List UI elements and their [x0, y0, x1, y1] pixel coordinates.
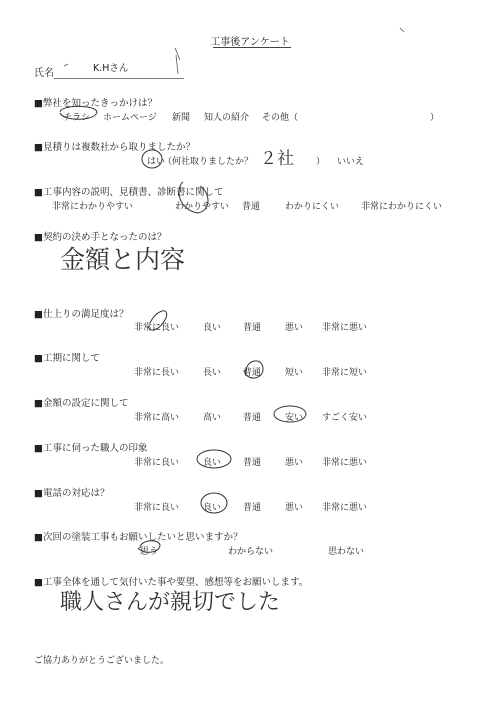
option-price-3: 普通 — [243, 413, 262, 423]
option-would-not: 思わない — [328, 547, 365, 557]
option-would: 思う — [140, 547, 159, 557]
stray-mark-2 — [175, 48, 180, 74]
name-value: K.Hさん — [93, 63, 129, 74]
survey-title: 工事後アンケート — [210, 37, 290, 48]
option-newspaper: 新聞 — [172, 113, 191, 123]
option-satisfaction-3: 普通 — [243, 323, 262, 333]
option-craftsman-4: 悪い — [285, 458, 304, 468]
option-phone-1: 非常に良い — [134, 503, 180, 513]
option-phone-3: 普通 — [243, 503, 262, 513]
option-satisfaction-4: 悪い — [285, 323, 304, 333]
option-phone-2: 良い — [203, 503, 222, 513]
option-other-close: ） — [430, 113, 440, 123]
question-price: ■金額の設定に関して — [34, 398, 129, 409]
option-very-unclear: 非常にわかりにくい — [361, 202, 443, 212]
option-unclear: わかりにくい — [285, 202, 340, 212]
option-yes: はい — [147, 157, 166, 167]
option-very-clear: 非常にわかりやすい — [52, 202, 134, 212]
option-duration-2: 長い — [203, 368, 222, 378]
option-referral: 知人の紹介 — [204, 113, 250, 123]
option-satisfaction-2: 良い — [203, 323, 222, 333]
option-no: いいえ — [337, 157, 365, 167]
option-normal: 普通 — [242, 202, 261, 212]
handwritten-company-count: ２社 — [260, 149, 294, 169]
option-phone-5: 非常に悪い — [322, 503, 368, 513]
option-how-many-close: ） — [316, 157, 326, 167]
title-underline — [213, 47, 291, 48]
question-source: ■弊社を知ったきっかけは？ — [34, 98, 157, 109]
option-price-5: すごく安い — [322, 413, 368, 423]
option-price-2: 高い — [203, 413, 222, 423]
stray-mark-3 — [400, 28, 404, 32]
option-satisfaction-5: 非常に悪い — [322, 323, 368, 333]
option-not-sure: わからない — [228, 547, 274, 557]
option-craftsman-2: 良い — [203, 458, 222, 468]
question-next-time: ■次回の塗装工事もお願いしたいと思いますか？ — [34, 532, 243, 543]
question-phone: ■電話の対応は？ — [34, 488, 110, 499]
option-other: その他（ — [262, 113, 299, 123]
option-flyer: チラシ — [63, 113, 91, 123]
handwritten-comments: 職人さんが親切でした — [60, 590, 281, 615]
question-deciding-factor: ■契約の決め手となったのは？ — [34, 232, 167, 243]
question-craftsman: ■工事に伺った職人の印象 — [34, 443, 148, 454]
option-homepage: ホームページ — [103, 113, 157, 123]
option-price-4: 安い — [285, 413, 304, 423]
option-duration-5: 非常に短い — [322, 368, 368, 378]
option-phone-4: 悪い — [285, 503, 304, 513]
question-comments: ■工事全体を通して気付いた事や要望、感想等をお願いします。 — [34, 577, 309, 588]
option-duration-4: 短い — [285, 368, 304, 378]
name-label: 氏名 — [34, 68, 54, 79]
handwritten-deciding-factor: 金額と内容 — [60, 245, 186, 274]
question-explanation: ■工事内容の説明、見積書、診断書に関して — [34, 187, 224, 198]
question-estimates: ■見積りは複数社から取りましたか？ — [34, 142, 195, 153]
option-satisfaction-1: 非常に良い — [134, 323, 180, 333]
option-clear: わかりやすい — [175, 202, 230, 212]
question-satisfaction: ■仕上りの満足度は？ — [34, 309, 129, 320]
option-duration-3: 普通 — [243, 368, 262, 378]
option-craftsman-3: 普通 — [243, 458, 262, 468]
option-duration-1: 非常に長い — [134, 368, 180, 378]
option-craftsman-1: 非常に良い — [134, 458, 180, 468]
stray-mark-1 — [64, 64, 68, 66]
question-duration: ■工期に関して — [34, 353, 100, 364]
option-how-many: （何社取りましたか？ — [163, 157, 254, 167]
closing-message: ご協力ありがとうございました。 — [34, 656, 170, 666]
option-craftsman-5: 非常に悪い — [322, 458, 368, 468]
name-underline — [54, 78, 184, 79]
option-price-1: 非常に高い — [134, 413, 180, 423]
